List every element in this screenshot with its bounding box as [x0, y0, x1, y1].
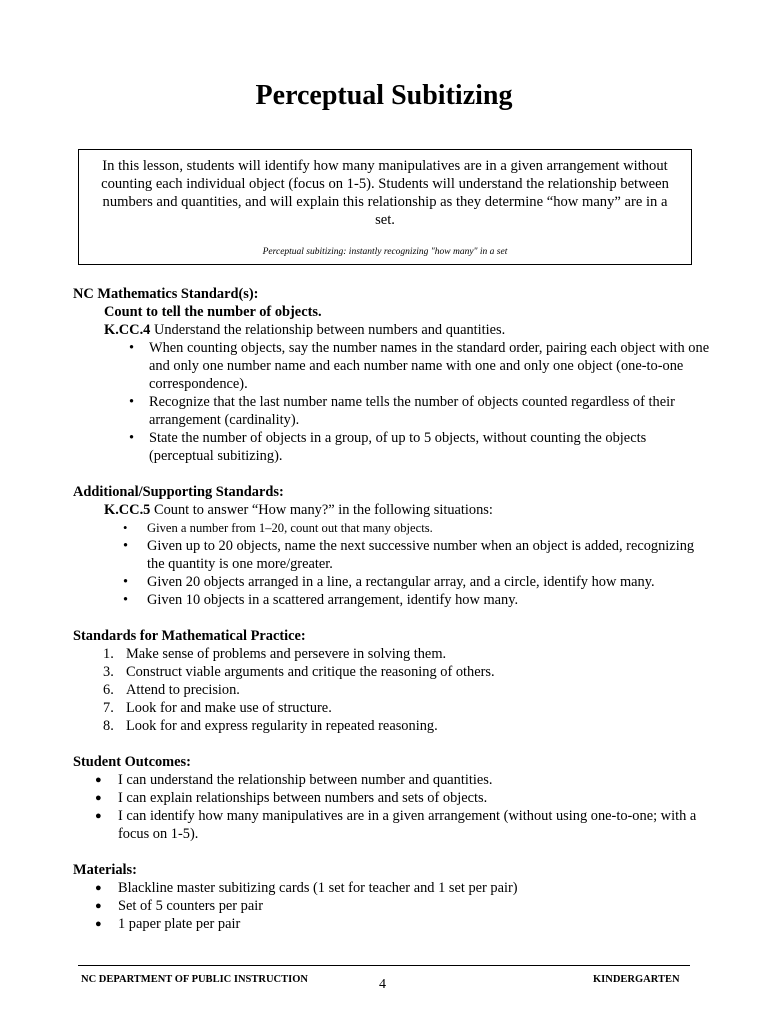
list-item	[73, 699, 713, 717]
practice-text: Construct viable arguments and critique the reasoning of others.	[126, 664, 495, 680]
footer-department: NC DEPARTMENT OF PUBLIC INSTRUCTION	[81, 974, 308, 985]
list-item: ● I can understand the relationship between number and quantities.	[73, 771, 713, 789]
materials-heading: Materials:	[73, 862, 137, 878]
materials-section	[73, 861, 713, 933]
page-number: 4	[379, 977, 386, 992]
math-practice-heading: Standards for Mathematical Practice:	[73, 628, 306, 644]
list-item	[73, 681, 713, 699]
kcc5-bullet-list	[73, 519, 713, 609]
footer-grade: KINDERGARTEN	[593, 974, 680, 985]
additional-standards-heading: Additional/Supporting Standards:	[73, 484, 284, 500]
list-item: ● I can identify how many manipulatives are in a given arrangement (without using one-to-one; with a focus on 1-5).	[73, 807, 713, 843]
practice-text: Look for and make use of structure.	[126, 700, 332, 716]
kcc4-bullet-list	[73, 339, 713, 465]
list-item: • State the number of objects in a group, of up to 5 objects, without counting the objects (perceptual subitizing).	[73, 429, 713, 465]
practice-number: 7.	[103, 700, 114, 716]
math-practice-section	[73, 627, 713, 735]
document-body	[73, 285, 713, 951]
practice-text: Attend to precision.	[126, 682, 240, 698]
kcc4-description: Understand the relationship between numbers and quantities.	[150, 322, 506, 338]
materials-list	[73, 879, 713, 933]
list-item: ● 1 paper plate per pair	[73, 915, 713, 933]
list-item	[73, 717, 713, 735]
kcc5-description: Count to answer “How many?” in the following situations:	[150, 502, 493, 518]
practice-number: 3.	[103, 664, 114, 680]
nc-standards-heading: NC Mathematics Standard(s):	[73, 286, 259, 302]
student-outcomes-section	[73, 753, 713, 843]
list-item: • Given 10 objects in a scattered arrangement, identify how many.	[73, 591, 713, 609]
student-outcomes-heading: Student Outcomes:	[73, 754, 191, 770]
kcc5-code: K.CC.5	[104, 502, 151, 518]
nc-standards-section	[73, 285, 713, 465]
practice-number: 1.	[103, 646, 114, 662]
student-outcomes-list	[73, 771, 713, 843]
list-item	[73, 645, 713, 663]
practice-number: 6.	[103, 682, 114, 698]
list-item	[73, 663, 713, 681]
practice-number: 8.	[103, 718, 114, 734]
list-item: ● I can explain relationships between numbers and sets of objects.	[73, 789, 713, 807]
practice-text: Make sense of problems and persevere in solving them.	[126, 646, 447, 662]
list-item: • Given up to 20 objects, name the next successive number when an object is added, recognizing the quantity is one more/greater.	[73, 537, 713, 573]
kcc4-standard	[104, 321, 713, 339]
math-practice-list	[73, 645, 713, 735]
footer-divider	[78, 965, 690, 966]
list-item: ● Blackline master subitizing cards (1 set for teacher and 1 set per pair)	[73, 879, 713, 897]
subitizing-definition: Perceptual subitizing: instantly recognizing "how many" in a set	[262, 247, 508, 257]
list-item: ● Set of 5 counters per pair	[73, 897, 713, 915]
nc-standards-subheading: Count to tell the number of objects.	[104, 304, 322, 320]
lesson-summary-box	[78, 149, 692, 265]
page-title: Perceptual Subitizing	[255, 80, 513, 111]
lesson-summary-text: In this lesson, students will identify how many manipulatives are in a given arrangement without counting each individual object (focus on 1-5). Students will understand the relationship between numbers and quantities, and will explain this relationship as they determine “how many” are in a set.	[101, 158, 669, 228]
practice-text: Look for and express regularity in repeated reasoning.	[126, 718, 438, 734]
additional-standards-section	[73, 483, 713, 609]
list-item: • Given 20 objects arranged in a line, a rectangular array, and a circle, identify how many.	[73, 573, 713, 591]
list-item: • When counting objects, say the number names in the standard order, pairing each object with one and only one number name and each number name with one and only one object (one-to-one correspondence).	[73, 339, 713, 393]
list-item: • Given a number from 1–20, count out that many objects.	[73, 519, 713, 537]
kcc4-code: K.CC.4	[104, 322, 151, 338]
kcc5-standard	[104, 501, 713, 519]
list-item: • Recognize that the last number name tells the number of objects counted regardless of their arrangement (cardinality).	[73, 393, 713, 429]
